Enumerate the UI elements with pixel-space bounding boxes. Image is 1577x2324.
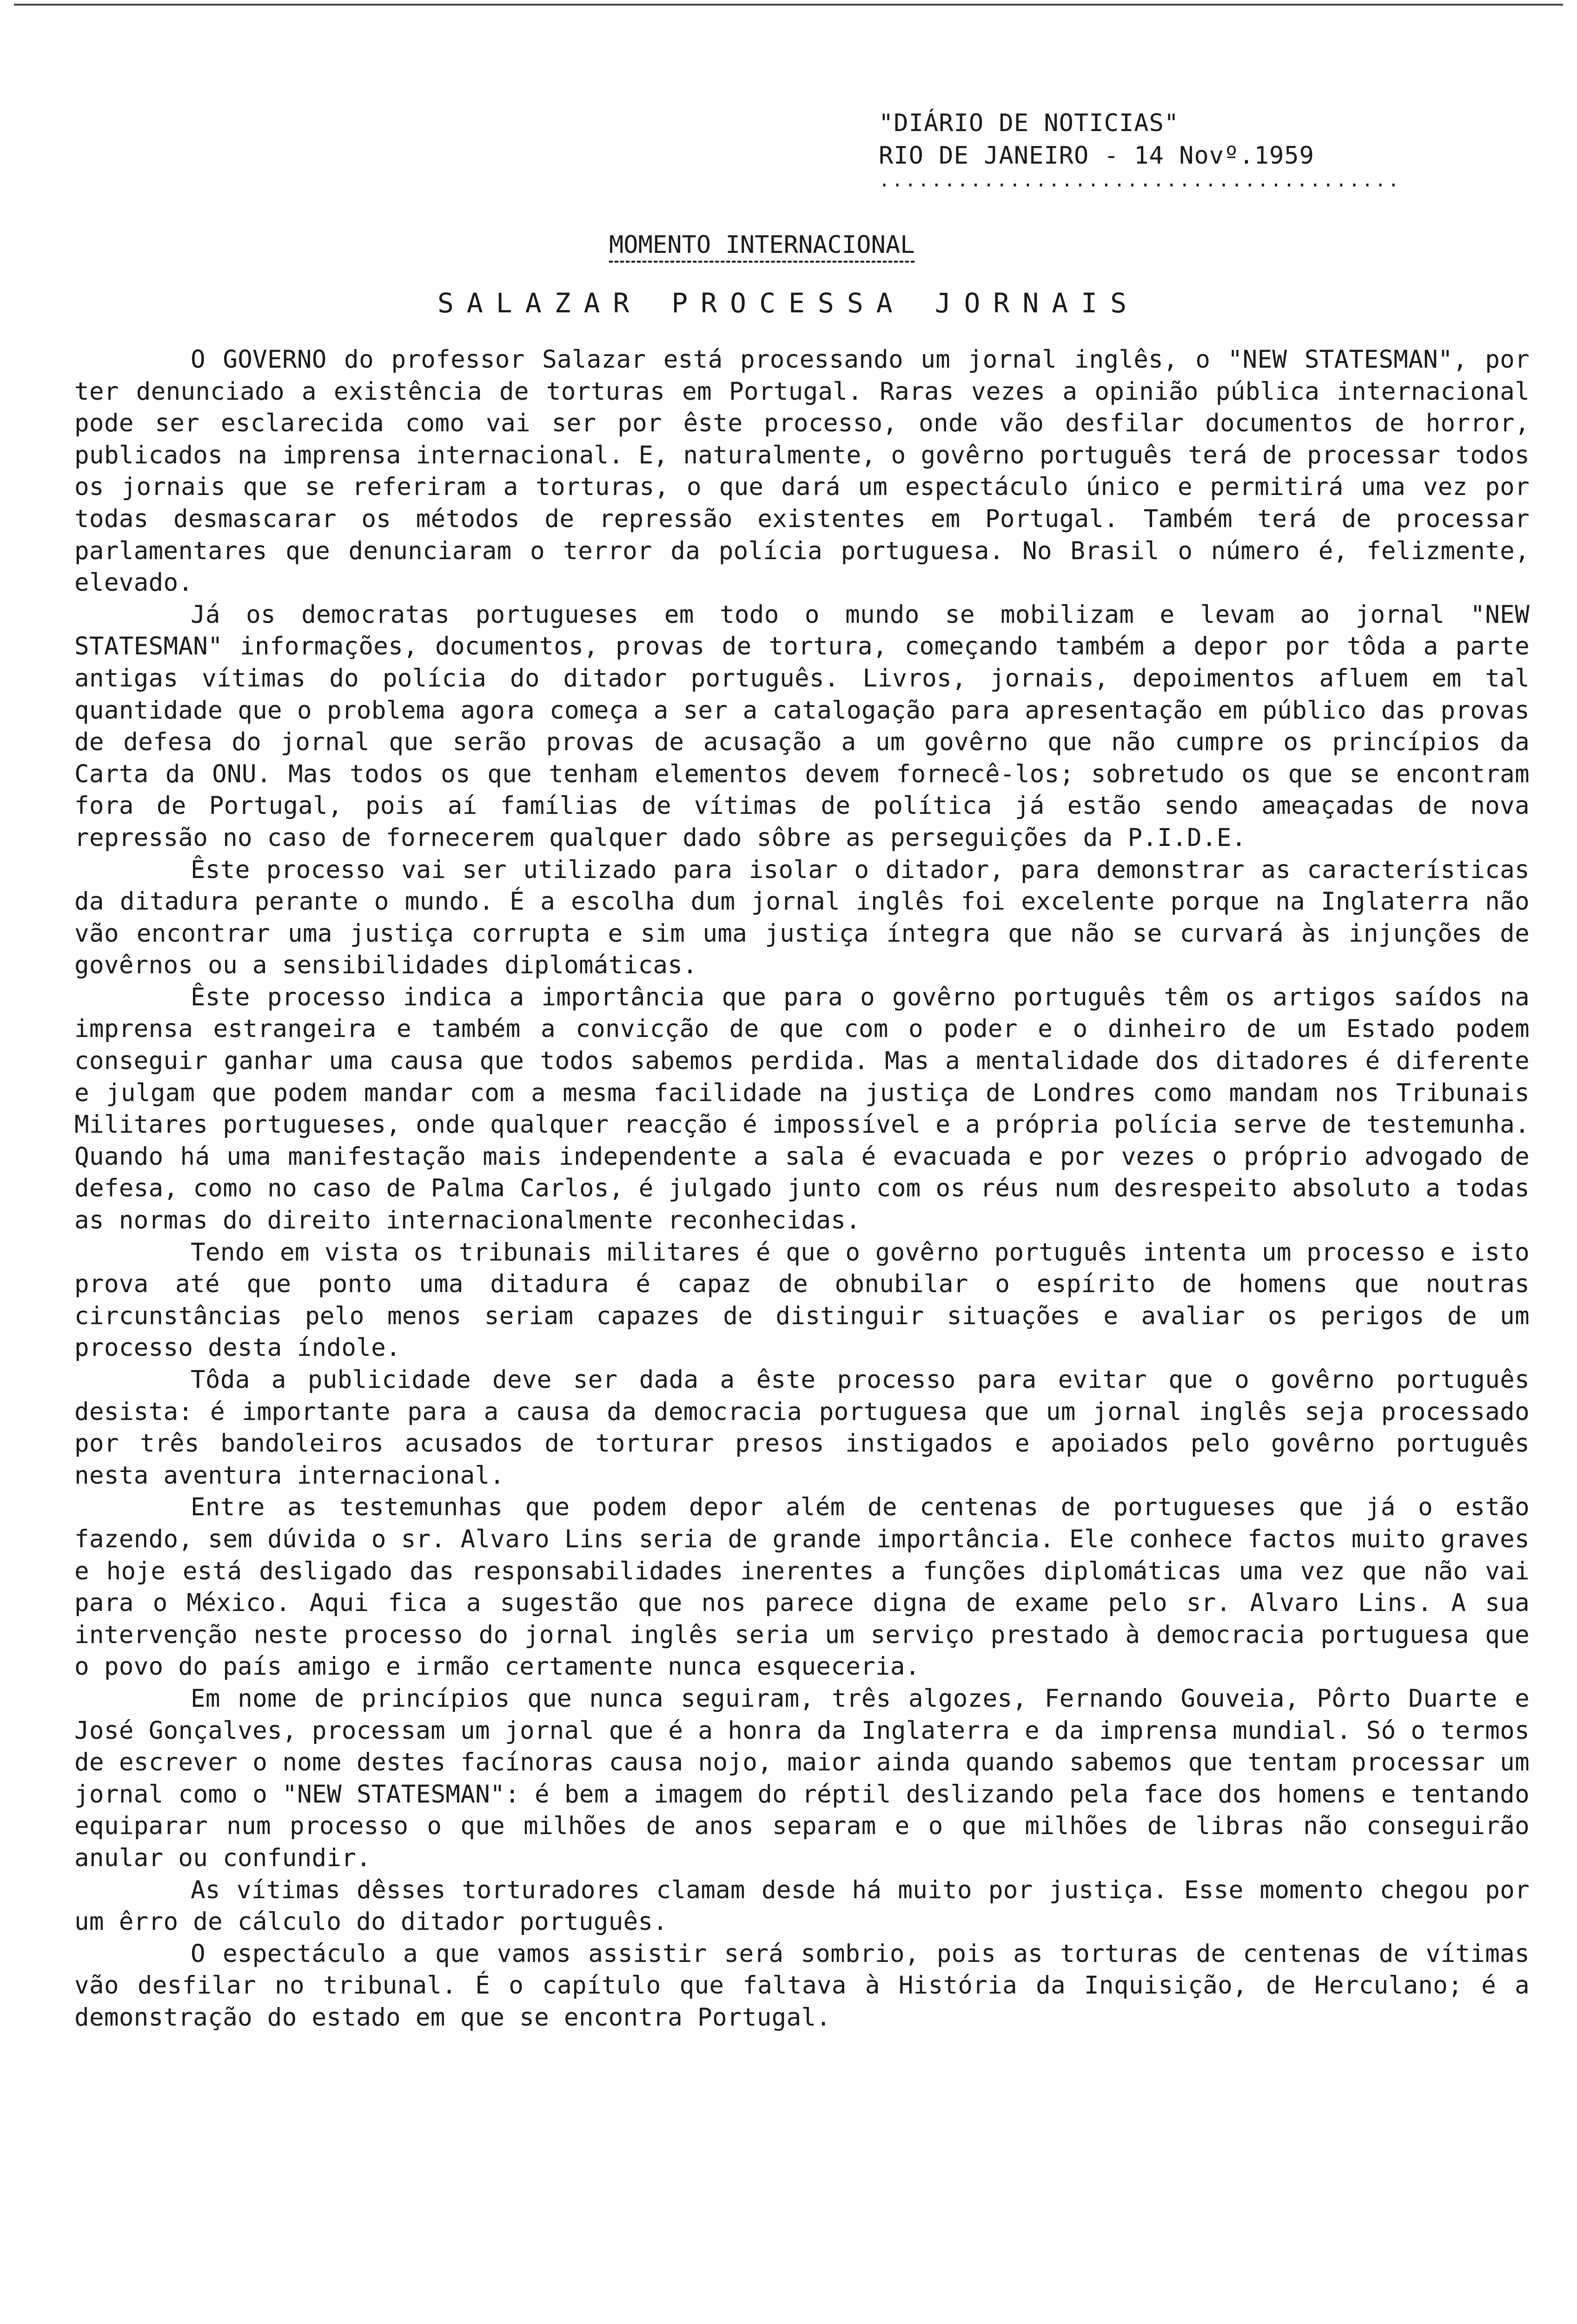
paragraph: Tendo em vista os tribunais militares é que o govêrno português intenta um processo e isto prova até que ponto uma ditadura é capaz de obnubilar o espírito de homens que noutras circunstâncias pelo menos seriam capazes de distinguir situações e avaliar os perigos de um processo desta índole.: [74, 1238, 1530, 1362]
place-date: RIO DE JANEIRO - 14 Novº.1959: [879, 142, 1314, 170]
paragraph: As vítimas dêsses torturadores clamam desde há muito por justiça. Esse momento chegou por um êrro de cálculo do ditador português.: [74, 1875, 1530, 1936]
section-title: MOMENTO INTERNACIONAL: [609, 230, 914, 263]
paragraph: Já os democratas portugueses em todo o mundo se mobilizam e levam ao jornal "NEW STATESMAN" informações, documentos, provas de tortura, começando também a depor por tôda a parte antigas vítimas do polícia do ditador português. Livros, jornais, depoimentos afluem em tal quantidade que o problema agora começa a ser a catalogação para apresentação em público das provas de defesa do jornal que serão provas de acusação a um govêrno que não cumpre os princípios da Carta da ONU. Mas todos os que tenham elementos devem fornecê-los; sobretudo os que se encontram fora de Portugal, pois aí famílias de vítimas de política já estão sendo ameaçadas de nova repressão no caso de fornecerem qualquer dado sôbre as perseguições da P.I.D.E.: [74, 600, 1530, 852]
dateline-block: [879, 107, 1437, 189]
article-body: [74, 344, 1530, 2034]
paragraph: O GOVERNO do professor Salazar está processando um jornal inglês, o "NEW STATESMAN", por ter denunciado a existência de torturas em Portugal. Raras vezes a opinião pública internacional pode ser esclarecida como vai ser por êste processo, onde vão desfilar documentos de horror, publicados na imprensa internacional. E, naturalmente, o govêrno português terá de processar todos os jornais que se referiram a torturas, o que dará um espectáculo único e permitirá uma vez por todas desmascarar os métodos de repressão existentes em Portugal. Também terá de processar parlamentares que denunciaram o terror da polícia portuguesa. No Brasil o número é, felizmente, elevado.: [74, 345, 1530, 597]
paragraph: Êste processo indica a importância que para o govêrno português têm os artigos saídos na imprensa estrangeira e também a convicção de que com o poder e o dinheiro de um Estado podem conseguir ganhar uma causa que todos sabemos perdida. Mas a mentalidade dos ditadores é diferente e julgam que podem mandar com a mesma facilidade na justiça de Londres como mandam nos Tribunais Militares portugueses, onde qualquer reacção é impossível e a própria polícia serve de testemunha. Quando há uma manifestação mais independente a sala é evacuada e por vezes o próprio advogado de defesa, como no caso de Palma Carlos, é julgado junto com os réus num desrespeito absoluto a todas as normas do direito internacionalmente reconhecidas.: [74, 983, 1530, 1235]
paragraph: Tôda a publicidade deve ser dada a êste processo para evitar que o govêrno português desista: é importante para a causa da democracia portuguesa que um jornal inglês seja processado por três bandoleiros acusados de torturar presos instigados e apoiados pelo govêrno português nesta aventura internacional.: [74, 1366, 1530, 1490]
headline: SALAZAR PROCESSA JORNAIS: [437, 287, 1140, 319]
top-edge-rule: [14, 4, 1563, 6]
dotted-separator: ........................................: [879, 172, 1401, 189]
paragraph: Em nome de princípios que nunca seguiram, três algozes, Fernando Gouveia, Pôrto Duarte e José Gonçalves, processam um jornal que é a honra da Inglaterra e da imprensa mundial. Só o termos de escrever o nome destes facínoras causa nojo, maior ainda quando sabemos que tentam processar um jornal como o "NEW STATESMAN": é bem a imagem do réptil deslizando pela face dos homens e tentando equiparar num processo o que milhões de anos separam e o que milhões de libras não conseguirão anular ou confundir.: [74, 1684, 1530, 1872]
newspaper-name: "DIÁRIO DE NOTICIAS": [879, 109, 1179, 137]
paragraph: Entre as testemunhas que podem depor além de centenas de portugueses que já o estão fazendo, sem dúvida o sr. Alvaro Lins seria de grande importância. Ele conhece factos muito graves e hoje está desligado das responsabilidades inerentes a funções diplomáticas uma vez que não vai para o México. Aqui fica a sugestão que nos parece digna de exame pelo sr. Alvaro Lins. A sua intervenção neste processo do jornal inglês seria um serviço prestado à democracia portuguesa que o povo do país amigo e irmão certamente nunca esqueceria.: [74, 1493, 1530, 1681]
paragraph: Êste processo vai ser utilizado para isolar o ditador, para demonstrar as características da ditadura perante o mundo. É a escolha dum jornal inglês foi excelente porque na Inglaterra não vão encontrar uma justiça corrupta e sim uma justiça íntegra que não se curvará às injunções de govêrnos ou a sensibilidades diplomáticas.: [74, 855, 1530, 980]
paragraph: O espectáculo a que vamos assistir será sombrio, pois as torturas de centenas de vítimas vão desfilar no tribunal. É o capítulo que faltava à História da Inquisição, de Herculano; é a demonstração do estado em que se encontra Portugal.: [74, 1939, 1530, 2032]
